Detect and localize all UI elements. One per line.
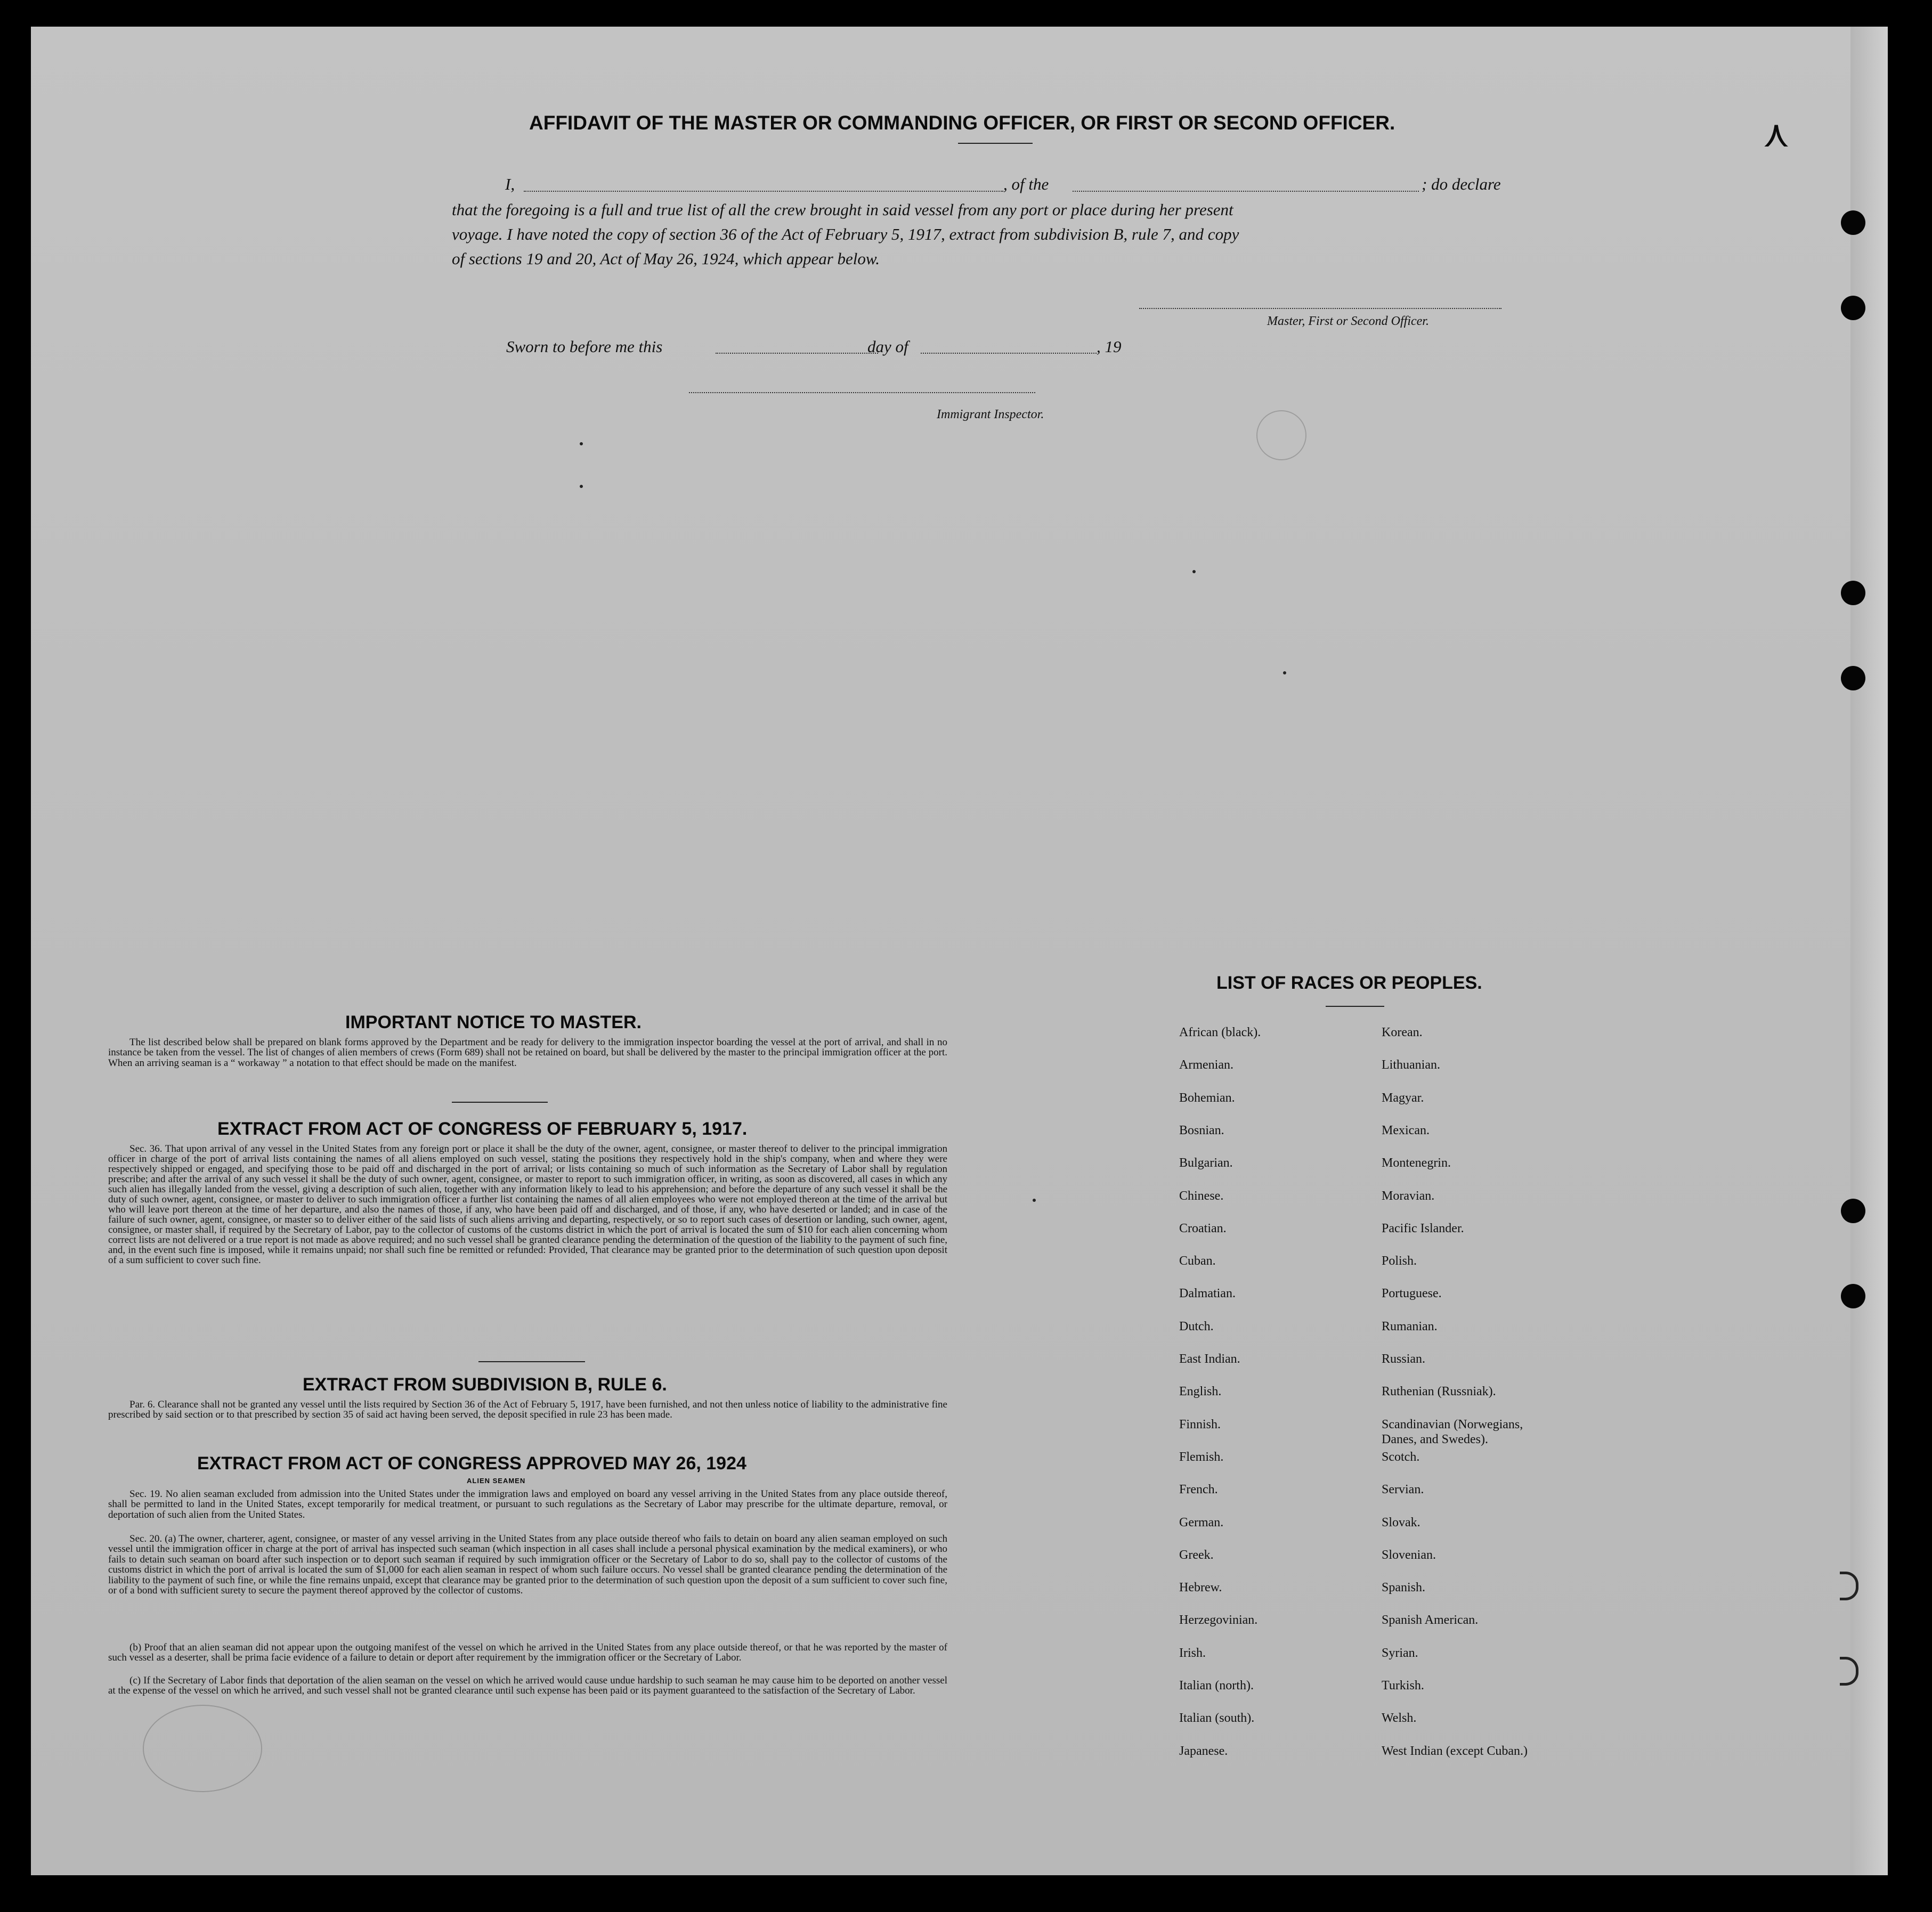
sec-19-text: Sec. 19. No alien seaman excluded from admission into the United States under the immigration laws and employed on board any vessel arriving in the United States from any place outside thereof, shall be permitted to land in the United States, except temporarily for medical treatment, or pursuant to such regulations as the Secretary of Labor may prescribe for the ultimate departure, removal, or deportation of such alien from the United States. [108,1488,947,1520]
pen-mark [580,485,583,488]
name-blank[interactable] [524,191,1003,192]
declaration-line-2: that the foregoing is a full and true list of all the crew brought in said vessel from any port or place during her present [452,200,1233,219]
race-item: Dutch. [1179,1320,1214,1333]
declaration-line-3: voyage. I have noted the copy of section 36 of the Act of February 5, 1917, extract from subdivision B, rule 7, and copy [452,225,1239,243]
race-item: East Indian. [1179,1352,1240,1366]
inspector-signature-line[interactable] [689,392,1035,393]
extract-rule6-heading: EXTRACT FROM SUBDIVISION B, RULE 6. [303,1374,667,1395]
race-item: Montenegrin. [1382,1156,1451,1170]
race-item: Syrian. [1382,1646,1418,1660]
race-item: Chinese. [1179,1189,1224,1203]
inspector-label: Immigrant Inspector. [937,408,1044,421]
race-item: Irish. [1179,1646,1206,1660]
sec-20a-text: Sec. 20. (a) The owner, charterer, agent, consignee, or master of any vessel arriving in the United States from any place outside thereof who fails to detain on board any alien seaman employed on such vessel until the immigration officer in charge at the port of arrival has inspected such seaman (which inspection in all cases shall include a personal physical examination by the medical examiners), or who fails to detain such seaman on board after such inspection or to deport such seaman if required by such immigration officer or the Secretary of Labor to do so, shall pay to the collector of customs of the customs district in which the port of arrival is located the sum of $1,000 for each alien seaman in respect of whom such failure occurs. No vessel shall be granted clearance pending the determination of the liability to the payment of such fine, or while the fine remains unpaid, except that clearance may be granted prior to the determination of such question upon the deposit of a sum sufficient to cover such fine, or of a bond with sufficient surety to secure the payment thereof approved by the collector of customs. [108,1533,947,1596]
extract-1917-heading: EXTRACT FROM ACT OF CONGRESS OF FEBRUARY 5, 1917. [217,1119,748,1139]
race-item: Hebrew. [1179,1581,1222,1594]
notice-heading: IMPORTANT NOTICE TO MASTER. [345,1012,642,1032]
pen-mark [580,442,583,445]
notice-body: The list described below shall be prepared on blank forms approved by the Department and be ready for delivery to the immigration inspector boarding the vessel at the port of arrival, and shall in no instance be taken from the vessel. The list of changes of alien members of crews (Form 689) shall not be retained on board, but shall be delivered by the master to the principal immigration officer at the port. When an arriving seaman is a “ workaway ” a notation to that effect should be made on the manifest. [108,1037,947,1069]
binder-hole [1841,296,1865,320]
pen-mark [1033,1199,1036,1202]
sworn-label: Sworn to before me this [506,337,663,356]
section-rule [452,1102,548,1103]
extract-1924-heading: EXTRACT FROM ACT OF CONGRESS APPROVED MAY 26, 1924 [197,1453,746,1474]
affidavit-heading: AFFIDAVIT OF THE MASTER OR COMMANDING OFFICER, OR FIRST OR SECOND OFFICER. [529,112,1395,134]
extract-1917-body: Sec. 36. That upon arrival of any vessel in the United States from any foreign port or place it shall be the duty of the owner, agent, consignee, or master thereof to deliver to the principal immigration officer in charge of the port of arrival lists containing the names of all aliens employed on such vessel, stating the positions they respectively hold in the ship's company, when and where they were respectively shipped or engaged, and specifying those to be paid off and discharged in the port of arrival; or lists containing so much of such information as the Secretary of Labor shall by regulation prescribe; and after the arrival of any such vessel it shall be the duty of such owner, agent, consignee, or master to report to such immigration officer, in writing, as soon as discovered, all cases in which any such alien has illegally landed from the vessel, giving a description of such alien, together with any information likely to lead to his apprehension; and before the departure of any such vessel it shall be the duty of such owner, agent, consignee, or master to deliver to such immigration officer a further list containing the names of all alien employees who were not employed thereon at the time of the arrival but who will leave port thereon at the time of her departure, and also the names of those, if any, who have been paid off and discharged, and of those, if any, who have deserted or landed; and in case of the failure of such owner, agent, consignee, or master so to deliver either of the said lists of such aliens arriving and departing, respectively, or so to report such cases of desertion or landing, such owner, agent, consignee, or master shall, if required by the Secretary of Labor, pay to the collector of customs of the customs district in which the port of arrival is located the sum of $10 for each alien concerning whom correct lists are not delivered or a true report is not made as above required; and no such vessel shall be granted clearance pending the determination of the question of the liability to the payment of such fine, and, in the event such fine is imposed, while it remains unpaid; nor shall such fine be remitted or refunded: Provided, That clearance may be granted prior to the determination of such question upon deposit of a sum sufficient to cover such fine. [108,1143,947,1266]
binder-hole [1841,666,1865,690]
race-item: Servian. [1382,1483,1424,1496]
races-heading: LIST OF RACES OR PEOPLES. [1216,973,1482,993]
pen-mark [1283,671,1286,674]
binder-hole [1841,210,1865,235]
race-item: Slovak. [1382,1516,1420,1529]
master-signature-label: Master, First or Second Officer. [1267,314,1429,328]
race-item: English. [1179,1385,1222,1398]
race-item: Turkish. [1382,1679,1424,1693]
extract-rule6-body: Par. 6. Clearance shall not be granted any vessel until the lists required by Section 36 of the Act of February 5, 1917, have been furnished, and not then unless notice of liability to the administrative fine prescribed by said section or to that prescribed by section 35 of said act having been served, the deposit specified in rule 23 has been made. [108,1399,947,1421]
race-item: African (black). [1179,1026,1261,1039]
race-item: French. [1179,1483,1218,1496]
race-item: Scotch. [1382,1450,1420,1464]
faint-stamp [143,1705,262,1792]
sec-20b-text: (b) Proof that an alien seaman did not appear upon the outgoing manifest of the vessel on which he arrived in the United States from any place outside thereof, or that he was reported by the master of such vessel as a deserter, shall be prima facie evidence of a failure to detain or deport after requirement by the immigration officer or the Secretary of Labor. [108,1642,947,1664]
extract-1924-subheading: ALIEN SEAMEN [467,1477,526,1485]
corner-mark: ⋏ [1763,113,1790,154]
master-signature-line[interactable] [1139,308,1501,309]
race-item: Flemish. [1179,1450,1224,1464]
pen-mark [1192,570,1196,573]
section-rule [1326,1006,1384,1007]
race-item: Moravian. [1382,1189,1435,1203]
race-item: Dalmatian. [1179,1287,1236,1300]
declaration-declare: ; do declare [1422,175,1501,193]
race-item: Bosnian. [1179,1124,1224,1137]
race-item: Slovenian. [1382,1548,1436,1562]
declaration-line-4: of sections 19 and 20, Act of May 26, 1924, which appear below. [452,249,880,268]
race-item: Bulgarian. [1179,1156,1233,1170]
race-item: Russian. [1382,1352,1426,1366]
declaration-of-the: , of the [1003,175,1049,193]
vessel-blank[interactable] [1073,191,1419,192]
race-item: Italian (north). [1179,1679,1254,1693]
race-item: Spanish American. [1382,1613,1479,1627]
binder-hole [1841,1199,1865,1223]
binder-hole [1841,581,1865,605]
race-item: Bohemian. [1179,1091,1235,1105]
race-item: Rumanian. [1382,1320,1438,1333]
day-of-label: day of [867,337,908,356]
year-label: , 19 [1097,337,1122,356]
document-sheet [31,27,1888,1875]
race-item: Polish. [1382,1254,1417,1268]
race-item: Finnish. [1179,1418,1221,1431]
race-item: Lithuanian. [1382,1058,1440,1072]
race-item: Ruthenian (Russniak). [1382,1385,1496,1398]
race-item: Mexican. [1382,1124,1430,1137]
race-item: Italian (south). [1179,1711,1255,1725]
race-item: Scandinavian (Norwegians, Danes, and Swedes). [1382,1418,1523,1446]
race-item: German. [1179,1516,1224,1529]
race-item: West Indian (except Cuban.) [1382,1744,1528,1758]
race-item: Armenian. [1179,1058,1233,1072]
race-item: Spanish. [1382,1581,1426,1594]
race-item: Welsh. [1382,1711,1417,1725]
heading-rule [958,143,1033,144]
faint-stamp [1256,410,1306,460]
section-rule [478,1361,585,1362]
race-item: Portuguese. [1382,1287,1442,1300]
race-item: Japanese. [1179,1744,1228,1758]
binder-hole [1841,1284,1865,1308]
race-item: Korean. [1382,1026,1423,1039]
sworn-day-blank[interactable] [716,353,878,354]
race-item: Cuban. [1179,1254,1216,1268]
sworn-month-blank[interactable] [921,353,1097,354]
declaration-i: I, [505,175,515,193]
race-item: Magyar. [1382,1091,1424,1105]
race-item: Greek. [1179,1548,1214,1562]
sec-20c-text: (c) If the Secretary of Labor finds that deportation of the alien seaman on the vessel on which he arrived would cause undue hardship to such seaman he may cause him to be deported on another vessel at the expense of the vessel on which he arrived, and such vessel shall not be granted clearance until such expense has been paid or its payment guaranteed to the satisfaction of the Secretary of Labor. [108,1675,947,1697]
race-item: Herzegovinian. [1179,1613,1258,1627]
race-item: Croatian. [1179,1222,1227,1235]
race-item: Pacific Islander. [1382,1222,1464,1235]
